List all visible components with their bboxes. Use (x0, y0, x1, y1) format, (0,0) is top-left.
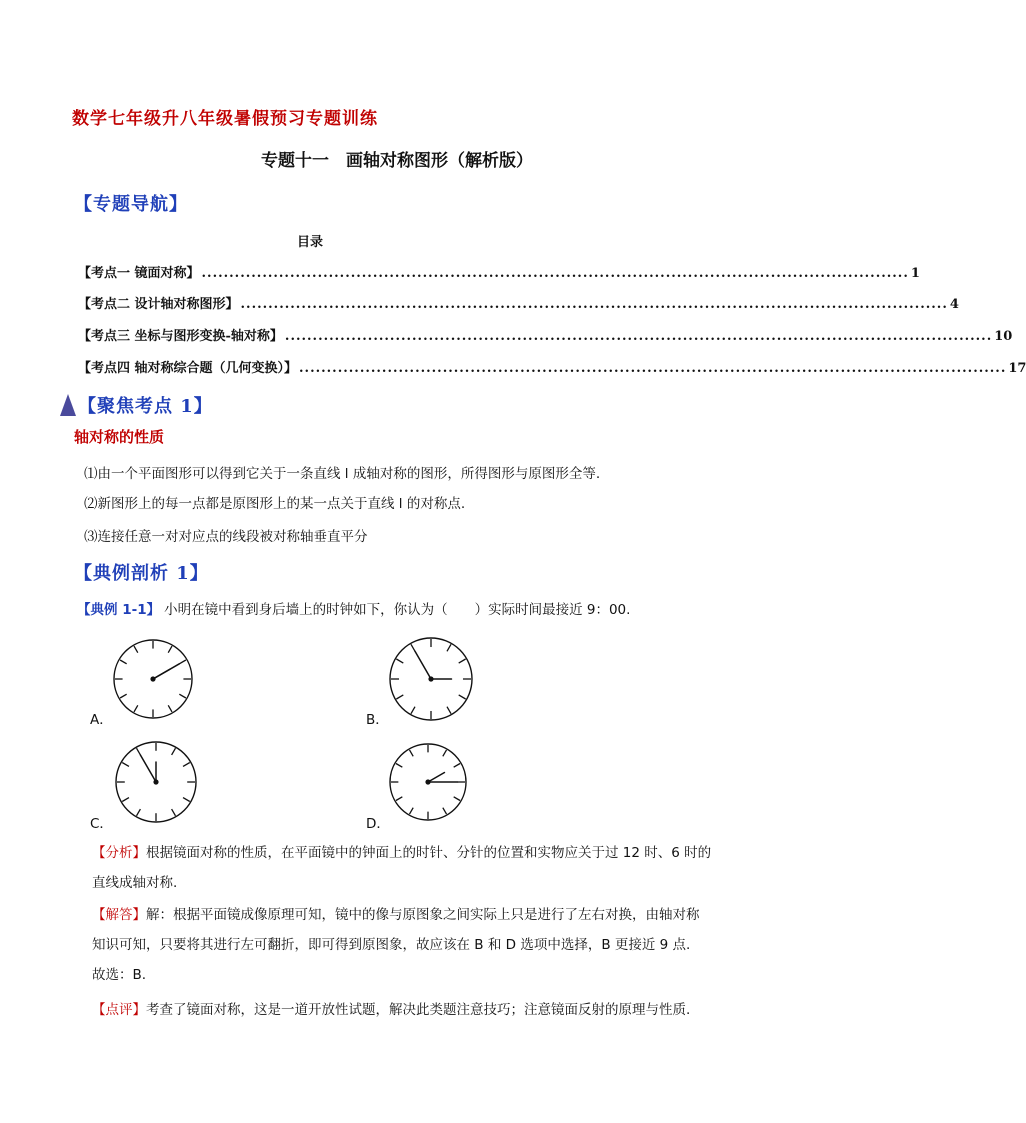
clock-tick (411, 707, 415, 714)
clock-center-dot (425, 779, 430, 784)
clock-tick (411, 644, 415, 651)
comment-block (92, 995, 732, 1025)
toc-item[interactable] (78, 357, 1026, 377)
clock-tick (179, 694, 186, 698)
clock-tick (168, 646, 172, 653)
toc-item[interactable] (78, 293, 959, 313)
clock-tick (120, 660, 127, 664)
nav-heading: 【专题导航】 (74, 194, 188, 215)
clock-minute-hand (415, 651, 431, 679)
comment-tag: 【点评】 (92, 1002, 146, 1018)
answer-text-cont: 知识可知，只要将其进行左可翻折，即可得到原图象，故应该在 B 和 D 选项中选择，B 更接近 9 点. (92, 937, 691, 953)
comment-text: 考查了镜面对称，这是一道开放性试题，解决此类题注意技巧；注意镜面反射的原理与性质. (146, 1002, 691, 1018)
clock-tick (137, 748, 141, 755)
clock-hour-hand (153, 669, 170, 679)
clock-tick (454, 764, 460, 768)
clock-hour-hand (428, 773, 444, 783)
focus-heading: 【聚焦考点 1】 (78, 396, 213, 417)
toc-item-page: 1 (910, 266, 920, 281)
property-item: ⑶连接任意一对对应点的线段被对称轴垂直平分 (84, 529, 368, 545)
focus-heading-row (60, 392, 213, 418)
clock-tick (120, 694, 127, 698)
clock-tick (410, 750, 414, 756)
toc-leader: ................................................................................................................................ (299, 361, 1007, 376)
toc-item-page: 10 (994, 329, 1013, 344)
analysis-tag: 【分析】 (92, 845, 146, 861)
clock-center-dot (153, 779, 158, 784)
clock-c-icon[interactable] (114, 740, 198, 824)
series-title: 数学七年级升八年级暑假预习专题训练 (72, 109, 378, 129)
clock-tick (183, 798, 190, 802)
clock-tick (134, 705, 138, 712)
clock-b-icon[interactable] (388, 636, 474, 722)
toc-title: 目录 (296, 235, 323, 250)
clock-tick (459, 659, 466, 663)
option-c-label[interactable]: C． (90, 816, 113, 832)
toc-item-page: 17 (1008, 361, 1026, 376)
clock-tick (396, 695, 403, 699)
clock-center-dot (428, 676, 433, 681)
clock-tick (396, 764, 402, 768)
clock-tick (447, 644, 451, 651)
clock-tick (137, 809, 141, 816)
toc-leader: ................................................................................................................................ (284, 329, 993, 344)
document-title: 专题十一 画轴对称图形（解析版） (261, 151, 533, 171)
clock-tick (172, 748, 176, 755)
analysis-block (92, 838, 732, 898)
clock-tick (134, 646, 138, 653)
clock-tick (443, 808, 447, 814)
toc-item-page: 4 (949, 297, 959, 312)
example-question: 小明在镜中看到身后墙上的时钟如下，你认为（ ）实际时间最接近 9：00. (164, 602, 631, 618)
toc-item[interactable] (78, 325, 1013, 345)
option-d-label[interactable]: D． (366, 816, 390, 832)
example-question-row (77, 598, 630, 618)
clock-tick (459, 695, 466, 699)
option-a-label[interactable]: A． (90, 712, 113, 728)
example-heading: 【典例剖析 1】 (74, 563, 209, 584)
clock-d-icon[interactable] (388, 742, 468, 822)
toc-item-label: 【考点一 镜面对称】 (78, 266, 200, 281)
clock-tick (410, 808, 414, 814)
analysis-text: 根据镜面对称的性质，在平面镜中的钟面上的时针、分针的位置和实物应关于过 12 时、6 时的 (146, 845, 712, 861)
clock-tick (122, 763, 129, 767)
clock-tick (447, 707, 451, 714)
clock-tick (168, 705, 172, 712)
example-tag: 【典例 1-1】 (77, 602, 161, 618)
answer-text: 解：根据平面镜成像原理可知，镜中的像与原图象之间实际上只是进行了左右对换，由轴对称 (146, 907, 700, 923)
answer-choice: 故选：B. (92, 967, 147, 983)
toc-leader: ................................................................................................................................ (240, 297, 948, 312)
toc-item[interactable] (78, 262, 920, 282)
toc-item-label: 【考点三 坐标与图形变换-轴对称】 (78, 329, 283, 344)
clock-tick (183, 763, 190, 767)
answer-tag: 【解答】 (92, 907, 146, 923)
clock-tick (396, 659, 403, 663)
clock-tick (172, 809, 176, 816)
clock-a-icon[interactable] (112, 638, 194, 720)
toc-item-label: 【考点四 轴对称综合题（几何变换）】 (78, 361, 298, 376)
clock-tick (396, 797, 402, 801)
clock-center-dot (150, 676, 155, 681)
property-item: ⑵新图形上的每一点都是原图形上的某一点关于直线 l 的对称点. (84, 496, 466, 512)
answer-block (92, 900, 732, 990)
option-b-label[interactable]: B． (366, 712, 389, 728)
triangle-marker-icon (60, 394, 76, 416)
clock-tick (122, 798, 129, 802)
toc-leader: ................................................................................................................................ (201, 266, 909, 281)
analysis-text-cont: 直线成轴对称. (92, 875, 178, 891)
clock-tick (179, 660, 186, 664)
property-item: ⑴由一个平面图形可以得到它关于一条直线 l 成轴对称的图形，所得图形与原图形全等. (84, 466, 601, 482)
clock-tick (443, 750, 447, 756)
clock-minute-hand (140, 755, 156, 782)
toc-item-label: 【考点二 设计轴对称图形】 (78, 297, 239, 312)
focus-subheading: 轴对称的性质 (74, 428, 165, 446)
clock-tick (454, 797, 460, 801)
